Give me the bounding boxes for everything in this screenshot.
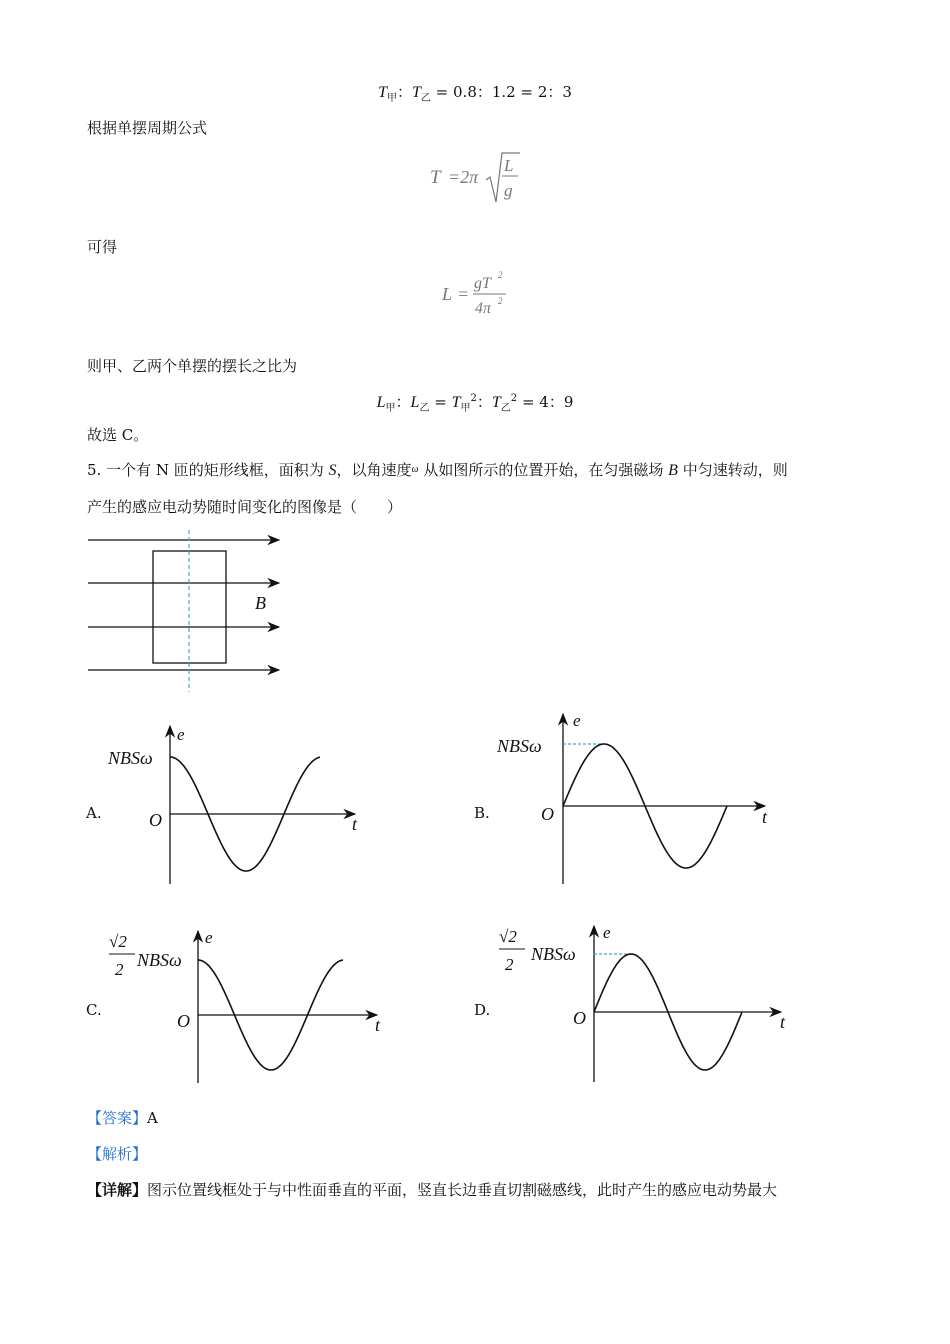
period-ratio-line: $T_甲$：$T_乙 = 0.8$：1.2 = 2：3 bbox=[378, 83, 572, 104]
detail-line bbox=[87, 1180, 777, 1200]
option-c-t-label: t bbox=[375, 1015, 381, 1035]
formula-L-den: 4π bbox=[475, 300, 492, 317]
option-d-frac-num: √2 bbox=[499, 927, 517, 946]
option-c-origin: O bbox=[177, 1011, 190, 1031]
detail-tag: 【详解】 bbox=[87, 1181, 148, 1199]
option-a-letter[interactable]: A. bbox=[86, 804, 102, 822]
option-d-origin: O bbox=[573, 1008, 586, 1028]
option-d-e-label: e bbox=[603, 923, 611, 942]
question-line-1: 5. 一个有 N 匝的矩形线框，面积为 S，以角速度$^\omega$ 从如图所示的位置开始，在匀强磁场 B 中匀速转动，则 bbox=[87, 461, 788, 479]
formula-T-eq: =2π bbox=[448, 167, 479, 187]
option-b-t-label: t bbox=[762, 807, 768, 827]
answer-tag: 【答案】 bbox=[87, 1109, 148, 1127]
formula-intro-text: 根据单摆周期公式 bbox=[87, 119, 208, 137]
option-d-graph[interactable] bbox=[495, 920, 795, 1086]
analysis-tag: 【解析】 bbox=[87, 1145, 148, 1163]
option-a-amp-label: NBSω bbox=[108, 748, 153, 768]
kede-text: 可得 bbox=[87, 238, 118, 256]
formula-T-left: T bbox=[430, 167, 441, 188]
option-d-t-label: t bbox=[780, 1012, 786, 1032]
formula-T-den: g bbox=[504, 181, 513, 200]
option-c-frac-num: √2 bbox=[109, 932, 127, 951]
formula-L-num: gT bbox=[474, 275, 491, 292]
option-c-letter[interactable]: C. bbox=[86, 1001, 102, 1019]
formula-L-den-sup: 2 bbox=[498, 296, 503, 306]
length-ratio-line: $L_甲$：$L_乙 = T_甲^2$：$T_乙^2 = 4$：9 bbox=[376, 393, 574, 414]
formula-L-left: L bbox=[442, 284, 453, 304]
option-a-origin: O bbox=[149, 810, 162, 830]
option-d-amp-label: NBSω bbox=[531, 944, 576, 964]
question-line-2: 产生的感应电动势随时间变化的图像是（ ） bbox=[87, 498, 403, 516]
option-d-letter[interactable]: D. bbox=[474, 1001, 491, 1019]
option-b-graph[interactable] bbox=[495, 708, 775, 888]
length-formula bbox=[440, 268, 520, 322]
answer-value: A bbox=[147, 1109, 158, 1127]
option-d-frac-den: 2 bbox=[505, 955, 514, 974]
option-b-amp-label: NBSω bbox=[497, 736, 542, 756]
detail-text: 图示位置线框处于与中性面垂直的平面，竖直长边垂直切割磁感线，此时产生的感应电动势最大 bbox=[147, 1181, 778, 1199]
option-c-graph[interactable] bbox=[105, 925, 390, 1087]
formula-L-num-sup: 2 bbox=[498, 270, 503, 280]
ratio-intro-text: 则甲、乙两个单摆的摆长之比为 bbox=[87, 357, 298, 375]
option-a-t-label: t bbox=[352, 814, 358, 834]
option-a-e-label: e bbox=[177, 725, 185, 744]
period-formula bbox=[428, 150, 528, 206]
option-c-frac-den: 2 bbox=[115, 960, 124, 979]
option-b-letter[interactable]: B. bbox=[474, 804, 490, 822]
option-a-graph[interactable] bbox=[105, 720, 365, 888]
formula-T-num: L bbox=[504, 156, 514, 175]
option-b-origin: O bbox=[541, 804, 554, 824]
field-label: B bbox=[255, 593, 266, 613]
option-c-amp-label: NBSω bbox=[137, 950, 182, 970]
field-figure bbox=[85, 528, 285, 694]
choice-text: 故选 C。 bbox=[87, 426, 149, 444]
answer-line bbox=[87, 1108, 158, 1128]
option-b-e-label: e bbox=[573, 711, 581, 730]
option-c-e-label: e bbox=[205, 928, 213, 947]
formula-L-eq: = bbox=[457, 284, 470, 304]
